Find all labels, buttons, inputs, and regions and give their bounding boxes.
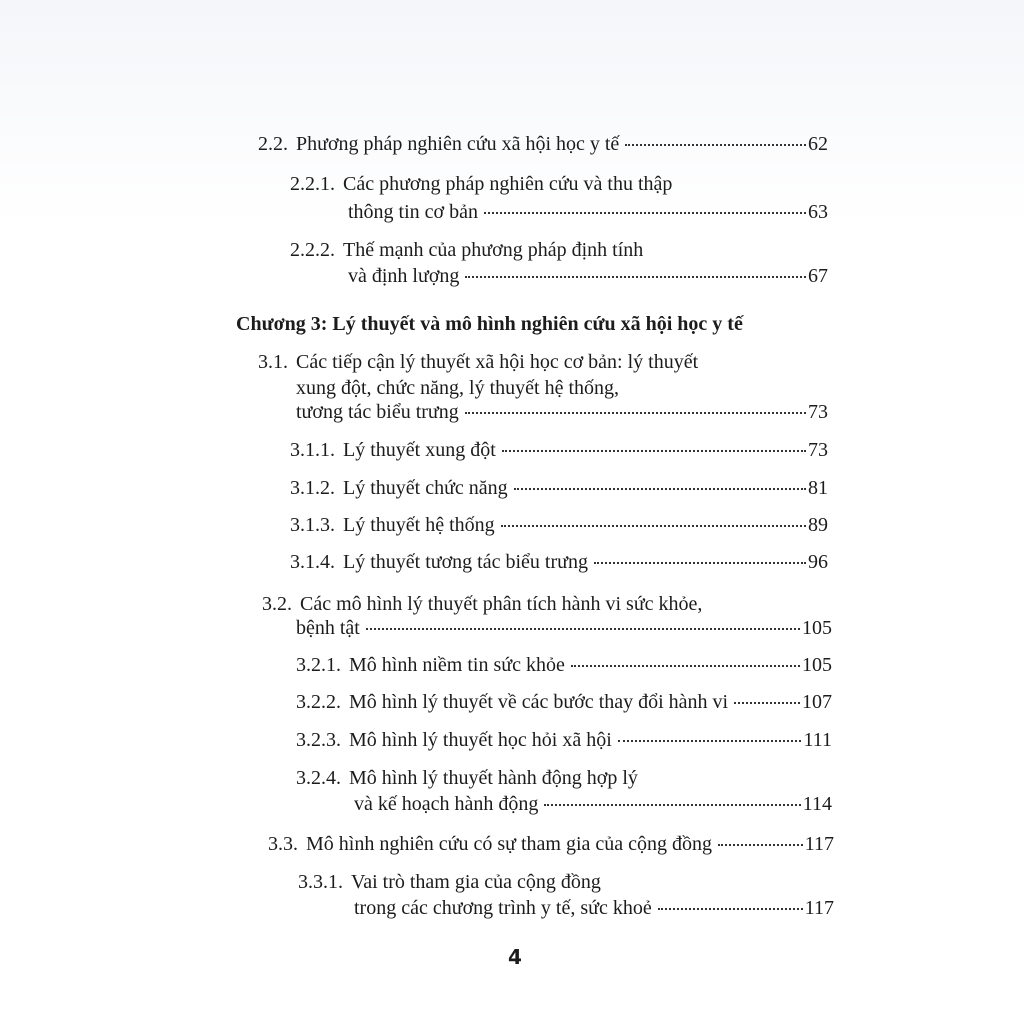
toc-page: 114 xyxy=(802,793,832,815)
toc-title-cont: tương tác biểu trưng xyxy=(296,401,459,423)
leader-dots xyxy=(625,142,806,146)
toc-number: 3.1.3. xyxy=(290,514,335,536)
toc-title-cont: xung đột, chức năng, lý thuyết hệ thống, xyxy=(296,377,620,399)
toc-entry-3-3-1-line1 xyxy=(298,868,601,896)
leader-dots xyxy=(544,802,800,806)
leader-dots xyxy=(484,210,806,214)
toc-page: 63 xyxy=(808,201,828,223)
toc-title: Mô hình lý thuyết học hỏi xã hội xyxy=(349,729,612,751)
toc-page: 107 xyxy=(802,691,832,713)
toc-entry-3-3-1-line2 xyxy=(354,894,834,922)
toc-title: Phương pháp nghiên cứu xã hội học y tế xyxy=(296,133,620,155)
leader-dots xyxy=(366,626,800,630)
leader-dots xyxy=(718,842,803,846)
toc-number: 2.2. xyxy=(258,133,288,155)
toc-page: 81 xyxy=(808,477,828,499)
toc-title: Các mô hình lý thuyết phân tích hành vi sức khỏe, xyxy=(300,593,703,615)
toc-page: 105 xyxy=(802,654,832,676)
toc-entry-2-2 xyxy=(258,130,828,158)
chapter-heading: Chương 3: Lý thuyết và mô hình nghiên cứu xã hội học y tế xyxy=(236,313,743,335)
toc-title-cont: bệnh tật xyxy=(296,617,360,639)
leader-dots xyxy=(571,663,800,667)
toc-entry-3-2-3 xyxy=(296,726,832,754)
toc-title-cont: và kế hoạch hành động xyxy=(354,793,539,815)
toc-title-cont: thông tin cơ bản xyxy=(348,201,478,223)
leader-dots xyxy=(618,738,802,742)
toc-page: 67 xyxy=(808,265,828,287)
leader-dots xyxy=(502,448,806,452)
toc-title: Mô hình lý thuyết về các bước thay đổi hành vi xyxy=(349,691,729,713)
toc-number: 3.1.1. xyxy=(290,439,335,461)
toc-entry-3-3 xyxy=(268,830,834,858)
toc-title: Thế mạnh của phương pháp định tính xyxy=(343,239,644,261)
toc-entry-2-2-1-line1 xyxy=(290,170,672,198)
toc-page: 73 xyxy=(808,401,828,423)
toc-title-cont: trong các chương trình y tế, sức khoẻ xyxy=(354,897,652,919)
toc-entry-3-1-line3 xyxy=(296,398,828,426)
toc-entry-3-2-1 xyxy=(296,651,832,679)
toc-title: Vai trò tham gia của cộng đồng xyxy=(351,871,601,893)
toc-entry-3-2-2 xyxy=(296,688,832,716)
toc-number: 3.3.1. xyxy=(298,871,343,893)
toc-title-cont: và định lượng xyxy=(348,265,460,287)
leader-dots xyxy=(594,560,806,564)
toc-title: Các tiếp cận lý thuyết xã hội học cơ bản: lý thuyết xyxy=(296,351,699,373)
toc-entry-3-2-4-line1 xyxy=(296,764,638,792)
toc-entry-3-2-line2 xyxy=(296,614,832,642)
toc-number: 3.1.2. xyxy=(290,477,335,499)
leader-dots xyxy=(514,486,806,490)
leader-dots xyxy=(658,906,803,910)
toc-entry-3-1-1 xyxy=(290,436,828,464)
toc-page: 117 xyxy=(804,897,834,919)
leader-dots xyxy=(465,410,806,414)
toc-page: 105 xyxy=(802,617,832,639)
toc-entry-3-1-2 xyxy=(290,474,828,502)
toc-page: 117 xyxy=(804,833,834,855)
toc-title: Các phương pháp nghiên cứu và thu thập xyxy=(343,173,673,195)
toc-entry-3-1-4 xyxy=(290,548,828,576)
toc-entry-2-2-1-line2 xyxy=(348,198,828,226)
toc-entry-3-2-4-line2 xyxy=(354,790,832,818)
leader-dots xyxy=(734,700,800,704)
toc-page: 96 xyxy=(808,551,828,573)
page-number: 4 xyxy=(508,945,522,969)
toc-page: 89 xyxy=(808,514,828,536)
toc-number: 3.1.4. xyxy=(290,551,335,573)
toc-number: 2.2.1. xyxy=(290,173,335,195)
toc-page: 111 xyxy=(803,729,832,751)
leader-dots xyxy=(465,274,806,278)
toc-number: 3.2.4. xyxy=(296,767,341,789)
toc-entry-2-2-2-line1 xyxy=(290,236,643,264)
toc-title: Mô hình nghiên cứu có sự tham gia của cộng đồng xyxy=(306,833,713,855)
toc-title: Lý thuyết tương tác biểu trưng xyxy=(343,551,588,573)
toc-number: 3.2. xyxy=(262,593,292,615)
toc-title: Lý thuyết hệ thống xyxy=(343,514,495,536)
toc-number: 3.2.2. xyxy=(296,691,341,713)
toc-page: 73 xyxy=(808,439,828,461)
toc-entry-3-1-line1 xyxy=(258,348,698,376)
toc-number: 3.1. xyxy=(258,351,288,373)
toc-number: 3.2.1. xyxy=(296,654,341,676)
toc-title: Mô hình niềm tin sức khỏe xyxy=(349,654,565,676)
toc-number: 3.3. xyxy=(268,833,298,855)
leader-dots xyxy=(501,523,806,527)
toc-title: Lý thuyết xung đột xyxy=(343,439,496,461)
toc-entry-2-2-2-line2 xyxy=(348,262,828,290)
toc-page: 62 xyxy=(808,133,828,155)
toc-title: Mô hình lý thuyết hành động hợp lý xyxy=(349,767,638,789)
toc-number: 2.2.2. xyxy=(290,239,335,261)
toc-entry-3-1-3 xyxy=(290,511,828,539)
toc-number: 3.2.3. xyxy=(296,729,341,751)
toc-title: Lý thuyết chức năng xyxy=(343,477,508,499)
